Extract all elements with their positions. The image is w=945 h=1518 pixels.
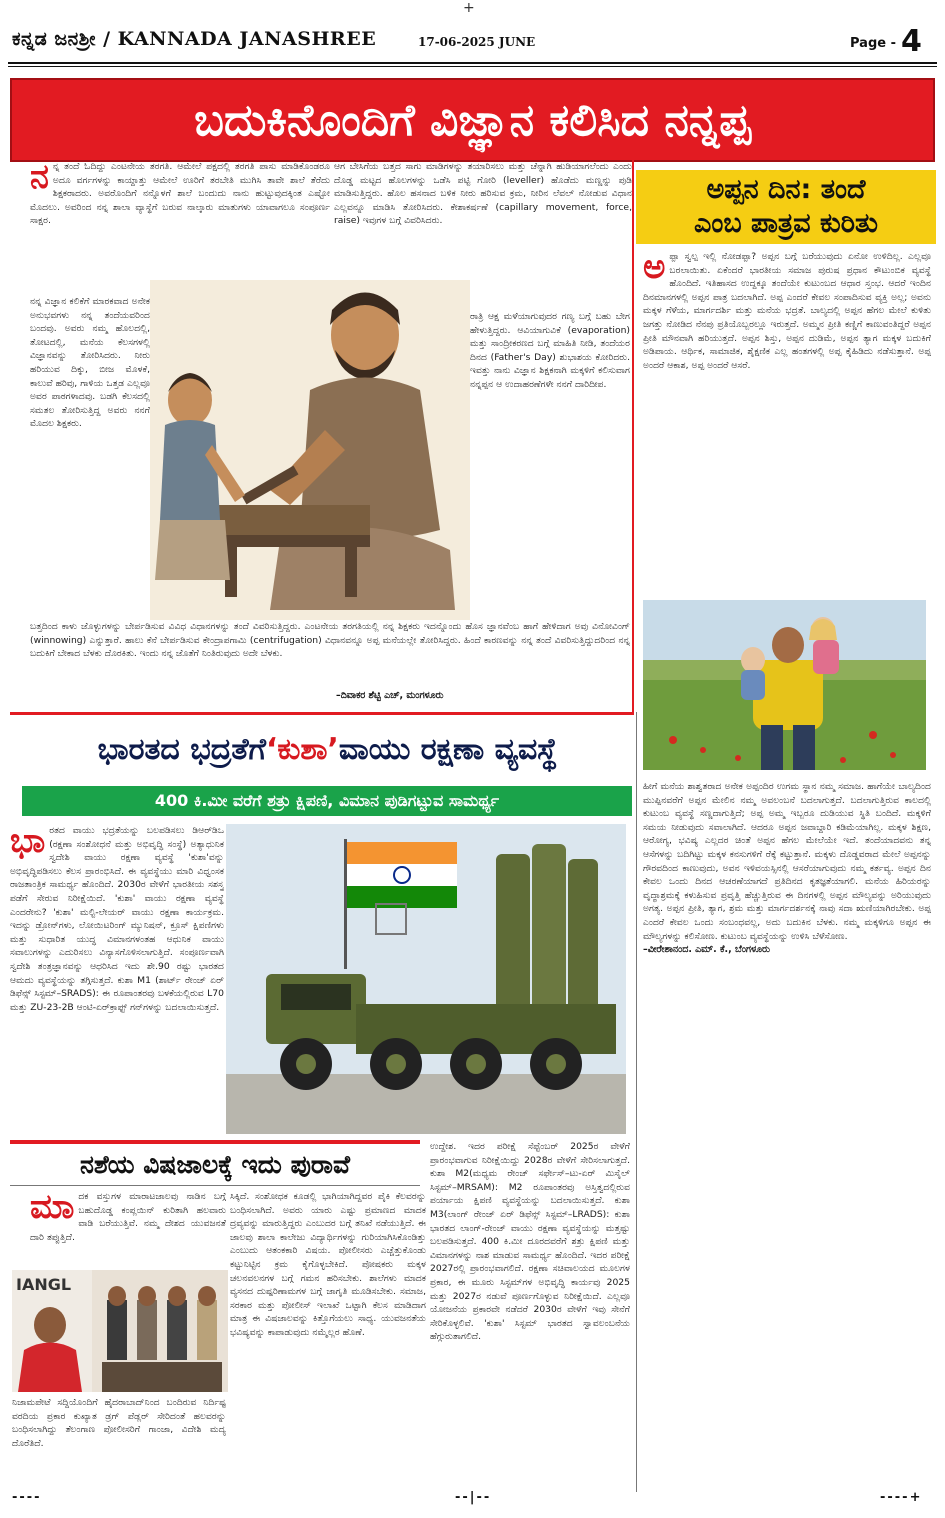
page-number: 4 (901, 24, 922, 59)
father-son-illustration (150, 280, 470, 620)
arrest-photo-label: IANGL (16, 1275, 72, 1294)
article2-intro-paragraph: ಪ್ಪಾ ಸ್ವಲ್ಪ ಇಲ್ಲಿ ನೋಡಪ್ಪಾ? ಅಪ್ಪನ ಬಗ್ಗೆ ಬರೆಯುವುದು ಏನೋ ಉಳಿದಿಲ್ಲ. ಎಲ್ಲವೂ ಬರಲಾಯಿತು. ಏಕೆಂದರೆ ಭಾರತೀಯ ಸಮಾಜ ಪುರುಷ ಪ್ರಧಾನ ಕೌಟುಂಬಿಕ ವ್ಯವಸ್ಥೆ ಹೊಂದಿದೆ. ಇತಿಹಾಸದ ಉದ್ದಕ್ಕೂ ತಂದೆಯೇ ಕುಟುಂಬದ ಆಧಾರ ಸ್ತಂಭ. ಆದರೆ ಇಂದಿನ ದಿನಮಾನಗಳಲ್ಲಿ ಅಪ್ಪನ ಪಾತ್ರ ಬದಲಾಗಿದೆ. ಅಪ್ಪ ಎಂದರೆ ಕೇವಲ ಸಂಪಾದಿಸುವ ವ್ಯಕ್ತಿ ಅಲ್ಲ; ಅವನು ಮಕ್ಕಳ ಗೆಳೆಯ, ಮಾರ್ಗದರ್ಶಿ ಮತ್ತು ಮನೆಯ ಭದ್ರತೆ. ಬಾಲ್ಯದಲ್ಲಿ ಅಪ್ಪನ ಹೆಗಲ ಮೇಲೆ ಕುಳಿತು ಜಗತ್ತು ನೋಡಿದ ನೆನಪು ಪ್ರತಿಯೊಬ್ಬರಲ್ಲೂ ಇರುತ್ತದೆ. ಅಮ್ಮನ ಪ್ರೀತಿ ಕಣ್ಣಿಗೆ ಕಾಣುವಂತಿದ್ದರೆ ಅಪ್ಪನ ಪ್ರೀತಿ ಮೌನವಾಗಿ ಹರಿಯುತ್ತದೆ. ಅಪ್ಪನ ಶಿಸ್ತು, ಅಪ್ಪನ ದುಡಿಮೆ, ಅಪ್ಪನ ತ್ಯಾಗ ಮಕ್ಕಳ ಬದುಕಿಗೆ ಅಡಿಪಾಯ. ಆರ್ಥಿಕ, ಸಾಮಾಜಿಕ, ಶೈಕ್ಷಣಿಕ ಎಲ್ಲ ಹಂತಗಳಲ್ಲಿ ಅಪ್ಪ ಕೈಹಿಡಿದು ನಡೆಸುತ್ತಾನೆ. ಅಪ್ಪ ಅಂದರೆ ಆಕಾಶ, ಅಪ್ಪ ಅಂದರೆ ಆಸರೆ. (643, 251, 931, 371)
article3-headline (20, 718, 635, 780)
article2-signature: –ವೀರೇಶಾನಂದ. ಎಮ್. ಕೆ., ಬೆಂಗಳೂರು (643, 944, 770, 956)
article2-text-bottom (643, 780, 931, 1500)
header-rule-thin (8, 66, 937, 67)
article2-text-top (643, 250, 931, 595)
article4-drop-cap: ಮಾ (30, 1190, 75, 1227)
article3-drop-cap: ಭಾ (10, 824, 46, 861)
column-divider-lower (636, 712, 637, 1492)
article4-text-left (30, 1190, 226, 1270)
arrest-photo (12, 1270, 228, 1392)
article2-body-paragraph: ಹೀಗೆ ಮನೆಯ ಶಾಶ್ವತರಾದ ಅನೇಕ ಅಪ್ಪಂದಿರ ಉಗಮ ಸ್ಥಾನ ನಮ್ಮ ಸಮಾಜ. ಹಾಗೆಯೇ ಬಾಲ್ಯದಿಂದ ಮುಪ್ಪಿನವರೆಗೆ ಅಪ್ಪನ ಮೇಲಿನ ನಮ್ಮ ಅವಲಂಬನೆ ಬದಲಾಗುತ್ತದೆ. ಬದಲಾಗುತ್ತಿರುವ ಕಾಲದಲ್ಲಿ ಕುಟುಂಬ ವ್ಯವಸ್ಥೆ ಸಣ್ಣದಾಗುತ್ತಿದೆ; ಅಪ್ಪ ಅಮ್ಮ ಇಬ್ಬರೂ ದುಡಿಯುವ ಸ್ಥಿತಿ ಬಂದಿದೆ. ಮಕ್ಕಳಿಗೆ ಸಮಯ ನೀಡುವುದು ಸವಾಲಾಗಿದೆ. ಆದರೂ ಅಪ್ಪನ ಜವಾಬ್ದಾರಿ ಕಡಿಮೆಯಾಗಿಲ್ಲ. ಮಕ್ಕಳ ಶಿಕ್ಷಣ, ಆರೋಗ್ಯ, ಭವಿಷ್ಯ ಎಲ್ಲದರ ಚಿಂತೆ ಅಪ್ಪನ ಹೆಗಲ ಮೇಲೆಯೇ ಇದೆ. ತಂದೆಯಾದವನು ತನ್ನ ಆಸೆಗಳನ್ನು ಬದಿಗಿಟ್ಟು ಮಕ್ಕಳ ಕನಸುಗಳಿಗೆ ರೆಕ್ಕೆ ಕಟ್ಟುತ್ತಾನೆ. ಮಕ್ಕಳು ದೊಡ್ಡವರಾದ ಮೇಲೆ ಅಪ್ಪನನ್ನು ಗೌರವದಿಂದ ಕಾಣುವುದು, ಅವನ ಇಳಿವಯಸ್ಸಿನಲ್ಲಿ ಆಸರೆಯಾಗುವುದು ನಮ್ಮ ಕರ್ತವ್ಯ. ಅಪ್ಪನ ದಿನ ಕೇವಲ ಒಂದು ದಿನದ ಆಚರಣೆಯಾಗದೆ ಪ್ರತಿದಿನದ ಕೃತಜ್ಞತೆಯಾಗಲಿ. ಮನೆಯ ಹಿರಿಯರನ್ನು ವೃದ್ಧಾಶ್ರಮಕ್ಕೆ ಕಳುಹಿಸುವ ಪ್ರವೃತ್ತಿ ಹೆಚ್ಚುತ್ತಿರುವ ಈ ದಿನಗಳಲ್ಲಿ ಅಪ್ಪನ ಮೌಲ್ಯವನ್ನು ಅರಿಯುವುದು ಅಗತ್ಯ. ಅಪ್ಪನ ಪ್ರೀತಿ, ತ್ಯಾಗ, ಶ್ರಮ ಮತ್ತು ಮಾರ್ಗದರ್ಶನಕ್ಕೆ ನಾವು ಸದಾ ಋಣಿಯಾಗಿರಬೇಕು. ಅಪ್ಪ ಎಂದರೆ ಕೇವಲ ಒಂದು ಸಂಬಂಧವಲ್ಲ, ಅದು ಬದುಕಿನ ಬೆಳಕು. ನಮ್ಮ ಮಕ್ಕಳಿಗೂ ಅಪ್ಪನ ಈ ಮೌಲ್ಯಗಳನ್ನು ಕಲಿಸೋಣ. ಕುಟುಂಬ ವ್ಯವಸ್ಥೆಯನ್ನು ಉಳಿಸಿ ಬೆಳೆಸೋಣ. (643, 781, 931, 942)
footer-mid-mark: --|-- (455, 1490, 492, 1505)
article2-headline (636, 170, 936, 244)
article1-drop-cap: ನ (30, 160, 49, 197)
header-rule (8, 62, 937, 64)
article4-headline: ನಶೆಯ ವಿಷಜಾಲಕ್ಕೆ ಇದು ಪುರಾವೆ (10, 1140, 420, 1186)
masthead: ಕನ್ನಡ ಜನಶ್ರೀ / KANNADA JANASHREE (12, 28, 377, 50)
article1-text-bottom: ಬತ್ತದಿಂದ ಕಾಳು ಜೊಳ್ಳುಗಳನ್ನು ಬೇರ್ಪಡಿಸುವ ವಿವಿಧ ವಿಧಾನಗಳನ್ನು ತಂದೆ ವಿವರಿಸುತ್ತಿದ್ದರು. ಎಂಟನೇಯ ತರಗತಿಯಲ್ಲಿ ನನ್ನ ಶಿಕ್ಷಕರು ಇದನ್ನೊಂದು ಹೊಸ ಜ್ಞಾನವೆಂಬ ಹಾಗೆ ಹೇಳಿದಾಗ ಅವು ವಿನೋವಿಂಗ್ (winnowing) ಎನ್ನುತ್ತಾರೆ. ಹಾಲು ಕೆನೆ ಬೇರ್ಪಡಿಸುವ ಕೇಂದ್ರಾಪಗಾಮಿ (centrifugation) ವಿಧಾನವನ್ನೂ ಅಪ್ಪ ಮನೆಯಲ್ಲೇ ತೋರಿಸಿದ್ದರು. ಹಿಂದೆ ಕಾರಣವನ್ನು ನನ್ನ ತಂದೆ ವಿವರಿಸುತ್ತಿದ್ದುದರಿಂದ ನನ್ನ ಬದುಕಿಗೆ ಬೇಕಾದ ಬೆಳಕು ದೊರಕಿತು. ಇಂದು ನನ್ನ ಜೊತೆಗೆ ನಿಂತಿರುವುದು ಅದೇ ಬೆಳಕು. (30, 621, 630, 660)
article1-text-intro (30, 160, 330, 295)
article1-headline: ಬದುಕಿನೊಂದಿಗೆ ವಿಜ್ಞಾನ ಕಲಿಸಿದ ನನ್ನಪ್ಪ (10, 78, 935, 162)
article1-text-narrow-right: ರಾತ್ರಿ ಆಕ್ಷ ಮಳೆಯಾಗುವುದರ ಗಣ್ಯ ಬಗ್ಗೆ ಬಹು ಬೇಗ ಹೇಳುತ್ತಿದ್ದರು. ಆವಿಯಾಗುವಿಕೆ (evaporation) ಮತ್ತು ಸಾಂದ್ರೀಕರಣದ ಬಗ್ಗೆ ಮಾಹಿತಿ ನೀಡಿ, ತಂದೆಯರ ದಿನದ (Father's Day) ಶುಭಾಶಯ ಕೋರಿದರು. ಇವತ್ತು ನಾನು ವಿಜ್ಞಾನ ಶಿಕ್ಷಕನಾಗಿ ಮಕ್ಕಳಿಗೆ ಕಲಿಸುವಾಗ ನನ್ನಪ್ಪನ ಆ ಉದಾಹರಣೆಗಳೇ ನನಗೆ ದಾರಿದೀಪ. (470, 311, 630, 390)
column-divider (632, 160, 634, 715)
missile-launcher-photo (226, 824, 626, 1134)
article3-text-left (10, 824, 224, 1134)
father-children-field-photo (643, 600, 926, 770)
article3-text-col2: ಉದ್ದೇಶ. ಇದರ ಪರೀಕ್ಷೆ ಸೆಪ್ಟೆಂಬರ್ 2025ರ ವೇಳೆಗೆ ಪ್ರಾರಂಭವಾಗುವ ನಿರೀಕ್ಷೆಯಿದ್ದು 2028ರ ವೇಳೆಗೆ ಸೇರಿಸಲಾಗುತ್ತದೆ. ಕುಶಾ M2(ಮಧ್ಯಮ ರೇಂಜ್ ಸರ್ಫೇಸ್–ಟು-ಏರ್ ಮಿಸೈಲ್ ಸಿಸ್ಟಮ್–MRSAM): M2 ರೂಪಾಂತರವು ಅಸ್ತಿತ್ವದಲ್ಲಿರುವ ಪರ್ಯಾಯ ಕ್ಷಿಪಣಿ ವ್ಯವಸ್ಥೆಯನ್ನು ಬದಲಾಯಿಸುತ್ತದೆ. ಕುಶಾ M3(ಲಾಂಗ್ ರೇಂಜ್ ಏರ್ ಡಿಫೆನ್ಸ್ ಸಿಸ್ಟಮ್–LRADS): ಕುಶಾ ಭಾರತದ ಲಾಂಗ್-ರೇಂಜ್ ವಾಯು ರಕ್ಷಣಾ ವ್ಯವಸ್ಥೆಯನ್ನು ಮತ್ತಷ್ಟು ಬಲಪಡಿಸುತ್ತದೆ. 400 ಕಿ.ಮೀ ದೂರದವರೆಗೆ ಶತ್ರು ಕ್ಷಿಪಣಿ ಮತ್ತು ವಿಮಾನಗಳನ್ನು ನಾಶ ಮಾಡುವ ಸಾಮರ್ಥ್ಯ ಹೊಂದಿದೆ. ಇದರ ಪರೀಕ್ಷೆ 2027ರಲ್ಲಿ ಪ್ರಾರಂಭವಾಗಲಿದೆ. ರಕ್ಷಣಾ ಸಚಿವಾಲಯದ ಮೂಲಗಳ ಪ್ರಕಾರ, ಈ ಮೂರು ಸಿಸ್ಟಮ್‌ಗಳ ಅಭಿವೃದ್ಧಿ ಕಾರ್ಯವು 2025 ಮತ್ತು 2027ರ ನಡುವೆ ಪೂರ್ಣಗೊಳ್ಳುವ ನಿರೀಕ್ಷೆಯಿದೆ. ಎಲ್ಲವೂ ಯೋಜನೆಯ ಪ್ರಕಾರವೇ ನಡೆದರೆ 2030ರ ವೇಳೆಗೆ ಇವು ಸೇನೆಗೆ ಸೇರಿಕೊಳ್ಳಲಿವೆ. 'ಕುಶಾ' ಸಿಸ್ಟಮ್ ಭಾರತದ ಸ್ವಾವಲಂಬನೆಯ ಹೆಗ್ಗುರುತಾಗಲಿದೆ. (430, 1141, 630, 1343)
article1-text-column2: ಆಗ ಬೇಸಿಗೆಯ ಬತ್ತದ ಸಾಗು ಮಾಡಿಗಳನ್ನು ತಯಾರಿಸಲು ಮತ್ತು ಚೆನ್ನಾಗಿ ಹುಡಿಯಾಗಲೆಂದು ಎಂದು ದೊಡ್ಡ ಮಟ್ಟದ ಹೊಲಗಳನ್ನು ಒಡೆಸಿ ಪಟ್ಟಿ ಗೋರಿ (leveller) ಹೊಡೆದು ಮಣ್ಣನ್ನು ಪುಡಿ ಮಾಡಿಸುತ್ತಿದ್ದರು. ಹೊಲ ಹಸನಾದ ಬಳಿಕ ನೀರು ಹರಿಸುವ ಕ್ರಮ, ನೀರಿನ ಲೆವಲ್ ನೋಡುವ ವಿಧಾನ ಎಲ್ಲವನ್ನೂ ಮಾಡಿಸಿ ತೋರಿಸಿದರು. ಕೇಶಾಕರ್ಷಣೆ (capillary movement, force, raise) ಇವುಗಳ ಬಗ್ಗೆ ವಿವರಿಸಿದರು. (334, 161, 632, 227)
article1-intro-paragraph: ನ್ನ ತಂದೆ ಓದಿದ್ದು ಎಂಟನೇಯ ತರಗತಿ. ಆಮೇಲೆ ಪಕ್ಷದಲ್ಲಿ ತರಗತಿ ಪಾಸು ಮಾಡಿಕೊಂಡರೂ ಅದೂ ವರ್ಗಗಳನ್ನು ಕಾಯ್ದಾತ್ತು ಆಮೇಲೆ ಊರಿಗೆ ತರಬೇತಿ ಮುಗಿಸಿ ತಾವೇ ಶಾಲೆ ತೆರೆದು ಶಿಕ್ಷಕರಾದರು. ಅವರೊಂದಿಗೆ ನನ್ನೊಳಗೆ ಶಾಲೆ ಬಂದುದು ನಾನು ಹುಟ್ಟುವುದಕ್ಕಿಂತ ಎಷ್ಟೋ ಮೊದಲು. ಅವರಿಂದ ನನ್ನ ಶಾಲಾ ವ್ಯಾಸ್ಥೆಗೆ ಬರುವ ನಾಲ್ಕಾರು ಮಾತುಗಳು ಯಾವಾಗಲೂ ಸಂಪೂರ್ಣ ಸಾಕ್ಷರ. (30, 161, 330, 227)
article1-bottom-rule (10, 712, 632, 715)
article4-text-bottom: ನಿಜಾಮಪೇಟೆ ಸದ್ದಿಯೊಂದಿಗೆ ಹೈದರಾಬಾದ್‌ನಿಂದ ಬಂದಿರುವ ನಿರ್ದಿಷ್ಟ ವರದಿಯ ಪ್ರಕಾರ ಕುಖ್ಯಾತ ಡ್ರಗ್ ಪೆಡ್ಲರ್ ಸೇರಿದಂತೆ ಹಲವರನ್ನು ಬಂಧಿಸಲಾಗಿದ್ದು ತೆಲಂಗಾಣ ಪೋಲೀಸರಿಗೆ ಗಾಂಜಾ, ವಿದೇಶಿ ಮದ್ಯ ದೊರೆತಿದೆ. (12, 1397, 226, 1449)
footer-left-mark: ---- (12, 1490, 42, 1505)
article2-drop-cap: ಅ (643, 250, 666, 287)
footer-right-mark: ----+ (880, 1490, 923, 1505)
article2-headline-line1: ಅಪ್ಪನ ದಿನ: ತಂದೆ (706, 174, 866, 205)
issue-date: 17-06-2025 JUNE (418, 35, 536, 49)
article3-intro-paragraph: ರತದ ವಾಯು ಭದ್ರತೆಯನ್ನು ಬಲಪಡಿಸಲು ಡಿಆರ್‌ಡಿಒ (ರಕ್ಷಣಾ ಸಂಶೋಧನೆ ಮತ್ತು ಅಭಿವೃದ್ಧಿ ಸಂಸ್ಥೆ) ಅತ್ಯಾಧುನಿಕ ಸ್ವದೇಶಿ ವಾಯು ರಕ್ಷಣಾ ವ್ಯವಸ್ಥೆ 'ಕುಶಾ'ವನ್ನು ಅಭಿವೃದ್ಧಿಪಡಿಸಲು ಕೆಲಸ ಪ್ರಾರಂಭಿಸಿದೆ. ಈ ವ್ಯವಸ್ಥೆಯು ಮಾರಿ ವಿಧ್ವಂಸಕ ರಾಜತಾಂತ್ರಿಕ ಸಾಮರ್ಥ್ಯ ಹೊಂದಿದೆ. 2030ರ ವೇಳೆಗೆ ಭಾರತೀಯ ಸಶಸ್ತ್ರ ಪಡೆಗೆ ಸೇರುವ ನಿರೀಕ್ಷೆಯಿದೆ. 'ಕುಶಾ' ವಾಯು ರಕ್ಷಣಾ ವ್ಯವಸ್ಥೆ ಎಂದರೇನು? 'ಕುಶಾ' ಮಲ್ಟಿ-ಲೇಯರ್ ವಾಯು ರಕ್ಷಣಾ ಕಾರ್ಯಕ್ರಮ. ಇದನ್ನು ಡ್ರೋನ್‌ಗಳು, ಲೋಯಿಟರಿಂಗ್ ಮ್ಯುನಿಷನ್, ಕ್ರೂಸ್ ಕ್ಷಿಪಣಿಗಳು ಮತ್ತು ಸುಧಾರಿತ ಯುದ್ಧ ವಿಮಾನಗಳಂತಹ ಆಧುನಿಕ ವಾಯು ಸವಾಲುಗಳನ್ನು ಎದುರಿಸಲು ವಿನ್ಯಾಸಗೊಳಿಸಲಾಗುತ್ತಿದೆ. ಸಂಪೂರ್ಣವಾಗಿ ಸ್ವದೇಶಿ ತಂತ್ರಜ್ಞಾನವನ್ನು ಆಧರಿಸಿದ ಇದು ಶೇ.90 ರಷ್ಟು ಭಾರತದ ಆಮದು ವ್ಯವಸ್ಥೆಯನ್ನು ತಗ್ಗಿಸುತ್ತದೆ. ಕುಶಾ M1 (ಶಾರ್ಟ್ ರೇಂಜ್ ಏರ್ ಡಿಫೆನ್ಸ್ ಸಿಸ್ಟಮ್–SRADS): ಈ ರೂಪಾಂತರವು ಬಳಕೆಯಲ್ಲಿರುವ L70 ಮತ್ತು ZU-23-2B ಆಂಟಿ-ಏರ್‌ಕ್ರಾಫ್ಟ್ ಗನ್‌ಗಳನ್ನು ಬದಲಾಯಿಸುತ್ತದೆ. (10, 825, 224, 1013)
page-label: Page - (850, 36, 896, 51)
article1-text-narrow-left: ನನ್ನ ವಿಜ್ಞಾನ ಕಲಿಕೆಗೆ ಮಾರಕವಾದ ಅನೇಕ ಅನುಭವಗಳು ನನ್ನ ತಂದೆಯವರಿಂದ ಬಂದವು. ಅವರು ನಮ್ಮ ಹೊಲದಲ್ಲಿ, ತೋಟದಲ್ಲಿ, ಮನೆಯ ಕೆಲಸಗಳಲ್ಲಿ ವಿಜ್ಞಾನವನ್ನು ತೋರಿಸಿದರು. ನೀರು ಹರಿಯುವ ದಿಕ್ಕು, ಬೀಜ ಮೊಳಕೆ, ಕಾಲುವೆ ಹರಿವು, ಗಾಳಿಯ ಒತ್ತಡ ಎಲ್ಲವೂ ಅವರ ಪಾಠಗಳಾದವು. ಬಡಗಿ ಕೆಲಸದಲ್ಲಿ ಸಮತಲ ತೋರಿಸುತ್ತಿದ್ದ ಅವರು ನನಗೆ ಮೊದಲ ಶಿಕ್ಷಕರು. (30, 296, 150, 430)
crop-mark: + (463, 0, 475, 16)
article2-headline-line2: ಎಂಬ ಪಾತ್ರವ ಕುರಿತು (694, 208, 878, 239)
article4-intro-paragraph: ದಕ ವಸ್ತುಗಳ ಮಾರಾಟಜಾಲವು ನಾಡಿನ ಬಗ್ಗೆ ಬಹುದೊಡ್ಡ ಕಂಪ್ಲಯಿನ್ ಕುರಿತಾಗಿ ಹಲವಾರು ವಾಡಿ ಬರೆಯುತ್ತಿವೆ. ನಮ್ಮ ದೇಶದ ಯುವಜನತೆ ದಾರಿ ತಪ್ಪುತ್ತಿದೆ. (30, 1191, 226, 1243)
article4-text-column: ಸಿಕ್ಕಿದೆ. ಸಂಶೋಧಕ ಕೂಡಲ್ಲಿ ಭಾಗಿಯಾಗಿದ್ದವರ ಪೈಕಿ ಕೆಲವರನ್ನು ಬಂಧಿಸಲಾಗಿದೆ. ಅವರು ಯಾರು ಎಷ್ಟು ಪ್ರಮಾಣದ ಮಾದಕ ದ್ರವ್ಯವನ್ನು ಮಾರುತ್ತಿದ್ದರು ಎಂಬುದರ ಬಗ್ಗೆ ತನಿಖೆ ನಡೆಯುತ್ತಿದೆ. ಈ ಜಾಲವು ಶಾಲಾ ಕಾಲೇಜು ವಿದ್ಯಾರ್ಥಿಗಳನ್ನು ಗುರಿಯಾಗಿಸಿಕೊಂಡಿತ್ತು ಎಂಬುದು ಆತಂಕಕಾರಿ ವಿಷಯ. ಪೋಲೀಸರು ಎಚ್ಚೆತ್ತುಕೊಂಡು ಕಟ್ಟುನಿಟ್ಟಿನ ಕ್ರಮ ಕೈಗೊಳ್ಳಬೇಕಿದೆ. ಪೋಷಕರು ಮಕ್ಕಳ ಚಲನವಲನಗಳ ಬಗ್ಗೆ ಗಮನ ಹರಿಸಬೇಕು. ಶಾಲೆಗಳು ಮಾದಕ ವ್ಯಸನದ ದುಷ್ಪರಿಣಾಮಗಳ ಬಗ್ಗೆ ಜಾಗೃತಿ ಮೂಡಿಸಬೇಕು. ಸಮಾಜ, ಸರಕಾರ ಮತ್ತು ಪೋಲೀಸ್ ಇಲಾಖೆ ಒಟ್ಟಾಗಿ ಕೆಲಸ ಮಾಡಿದಾಗ ಮಾತ್ರ ಈ ವಿಷಜಾಲವನ್ನು ಕಿತ್ತೊಗೆಯಲು ಸಾಧ್ಯ. ಯುವಜನತೆಯ ಭವಿಷ್ಯವನ್ನು ಕಾಪಾಡುವುದು ನಮ್ಮೆಲ್ಲರ ಹೊಣೆ. (230, 1191, 426, 1338)
article3-headline-part1: ಭಾರತದ ಭದ್ರತೆಗೆ (97, 731, 266, 767)
article3-headline-highlight: ‘ಕುಶಾ’ (265, 731, 339, 767)
article3-headline-part2: ವಾಯು ರಕ್ಷಣಾ ವ್ಯವಸ್ಥೆ (338, 731, 558, 767)
article3-subheadline: 400 ಕಿ.ಮೀ ವರೆಗೆ ಶತ್ರು ಕ್ಷಿಪಣಿ, ವಿಮಾನ ಪುಡಿಗಟ್ಟುವ ಸಾಮರ್ಥ್ಯ (22, 786, 632, 816)
article1-signature: –ದಿವಾಕರ ಶೆಟ್ಟಿ ಎಚ್, ಮಂಗಳೂರು (336, 690, 444, 701)
